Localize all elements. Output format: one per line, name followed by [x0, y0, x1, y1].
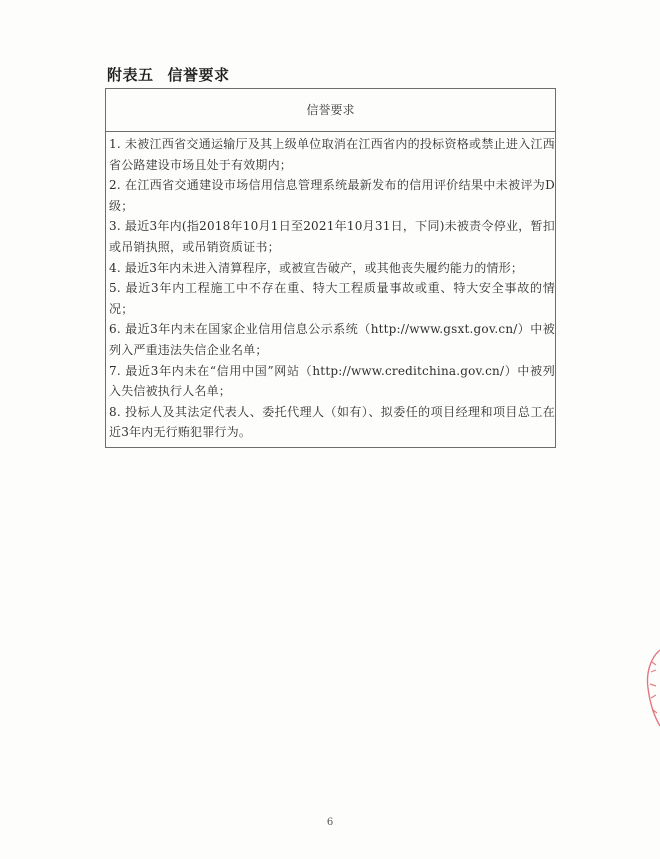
requirement-item-6: 6. 最近3年内未在国家企业信用信息公示系统（http://www.gsxt.gov.cn/）中被列入严重违法失信企业名单； — [109, 322, 555, 357]
requirement-item-4: 4. 最近3年内未进入清算程序，或被宣告破产，或其他丧失履约能力的情形； — [109, 260, 524, 275]
seal-fragment — [642, 648, 660, 728]
table-body — [106, 132, 555, 447]
page-number: 6 — [326, 817, 334, 828]
table-header: 信誉要求 — [106, 89, 555, 132]
requirement-item-3: 3. 最近3年内(指2018年10月1日至2021年10月31日，下同)未被责令停业，暂扣或吊销执照，或吊销资质证书； — [109, 219, 555, 254]
requirement-item-5: 5. 最近3年内工程施工中不存在重、特大工程质量事故或重、特大安全事故的情况； — [109, 281, 555, 316]
requirement-item-8: 8. 投标人及其法定代表人、委托代理人（如有）、拟委任的项目经理和项目总工在近3年内无行贿犯罪行为。 — [109, 404, 555, 440]
requirement-item-2: 2. 在江西省交通建设市场信用信息管理系统最新发布的信用评价结果中未被评为D级； — [109, 178, 555, 213]
requirement-item-7: 7. 最近3年内未在“信用中国”网站（http://www.creditchina.gov.cn/）中被列入失信被执行人名单； — [109, 363, 555, 399]
requirements-table — [105, 88, 556, 448]
requirement-item-1: 1. 未被江西省交通运输厅及其上级单位取消在江西省内的投标资格或禁止进入江西省公路建设市场且处于有效期内； — [109, 137, 555, 172]
title-text: 信誉要求 — [167, 66, 230, 84]
document-title — [107, 64, 230, 85]
title-prefix: 附表五 — [107, 66, 154, 84]
